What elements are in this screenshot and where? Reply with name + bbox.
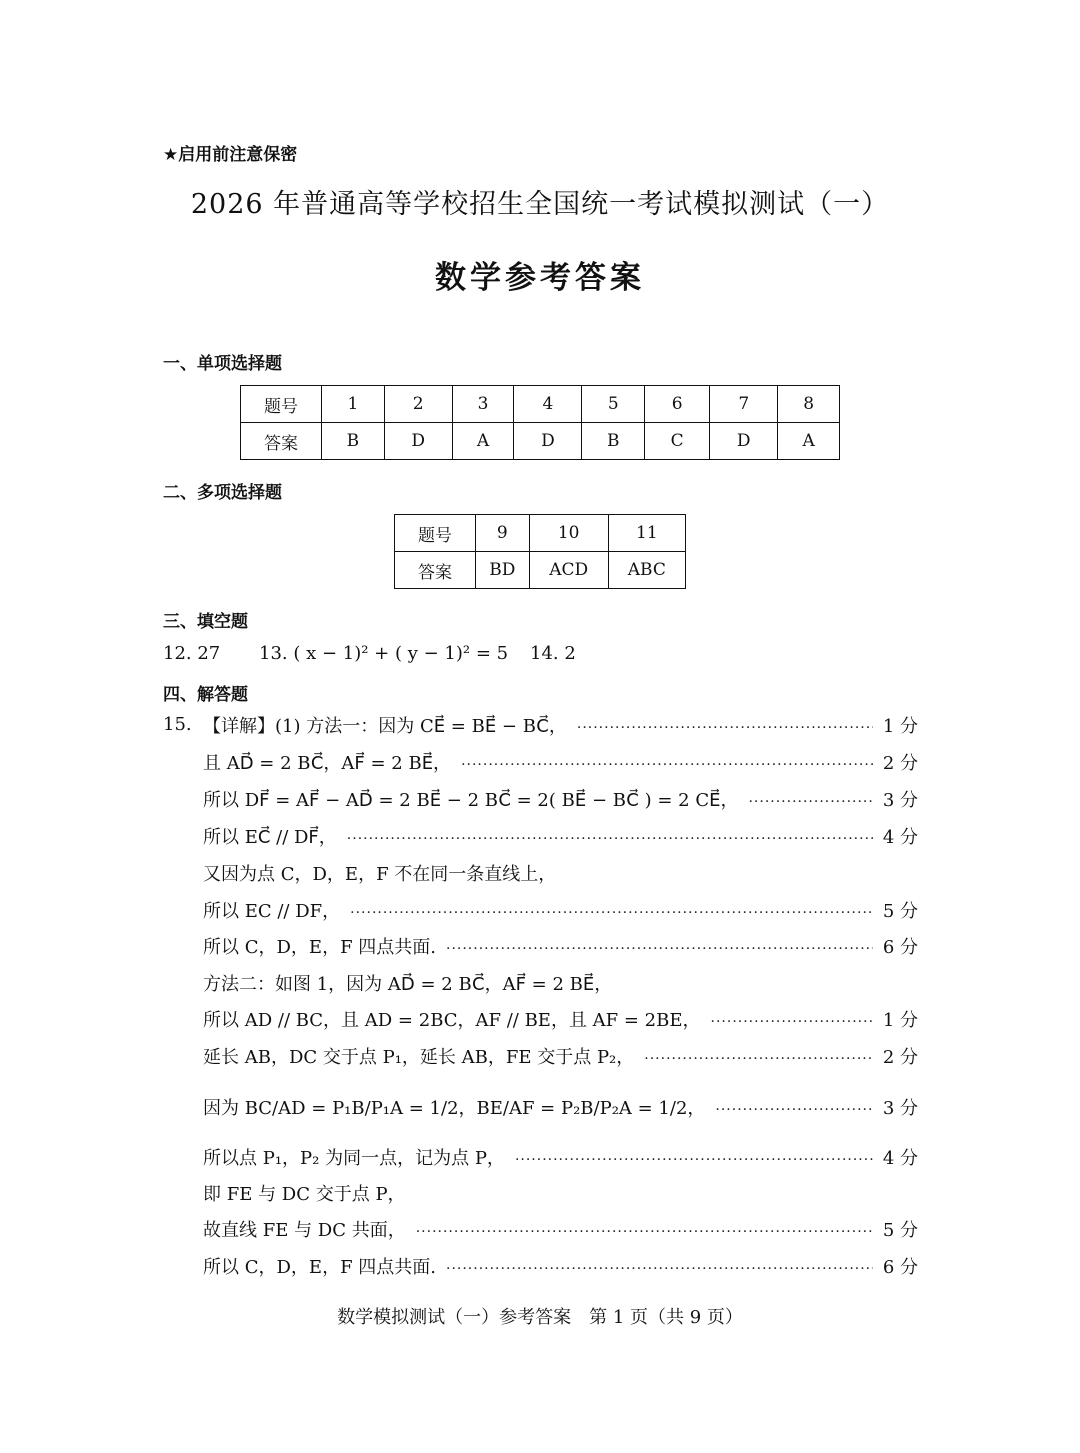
table-row (395, 515, 686, 552)
step-text: 所以 AD // BC，且 AD = 2BC，AF // BE，且 AF = 2BE， (203, 1010, 701, 1031)
table-cell: 5 (582, 386, 645, 423)
step-points: 5 分 (882, 1220, 918, 1241)
dot-leader (347, 831, 873, 847)
step-text: 所以 C，D，E，F 四点共面. (203, 937, 436, 958)
solution-step (203, 1216, 918, 1246)
step-text: 【详解】(1) 方法一：因为 CE⃗ = BE⃗ − BC⃗， (203, 716, 567, 737)
step-points: 2 分 (882, 1047, 918, 1068)
step-text: 延长 AB，DC 交于点 P₁，延长 AB，FE 交于点 P₂， (203, 1047, 635, 1068)
answer-q14: 14. 2 (530, 643, 576, 664)
table-row-label: 答案 (241, 423, 322, 460)
solution-step (203, 786, 918, 816)
step-text: 且 AD⃗ = 2 BC⃗，AF⃗ = 2 BE⃗， (203, 753, 452, 774)
step-text: 又因为点 C，D，E，F 不在同一条直线上， (203, 864, 557, 885)
step-points: 6 分 (882, 937, 918, 958)
dot-leader (715, 1102, 872, 1118)
dot-leader (416, 1224, 873, 1240)
question-number-15: 15. (163, 714, 192, 735)
single-choice-answer-table (240, 385, 840, 460)
solution-step (203, 823, 918, 853)
table-cell: 11 (608, 515, 685, 552)
section-heading-fill-in: 三、填空题 (163, 612, 248, 632)
step-points: 1 分 (882, 716, 918, 737)
step-text: 因为 BC/AD = P₁B/P₁A = 1/2，BE/AF = P₂B/P₂A = 1/2， (203, 1098, 706, 1119)
step-text: 即 FE 与 DC 交于点 P， (203, 1184, 406, 1205)
table-cell: A (452, 423, 514, 460)
table-cell: 1 (322, 386, 385, 423)
solution-step (203, 712, 918, 742)
table-cell: 8 (778, 386, 840, 423)
solution-step (203, 1180, 918, 1210)
table-cell: 4 (514, 386, 582, 423)
table-cell: 3 (452, 386, 514, 423)
table-cell: D (384, 423, 452, 460)
table-row (241, 423, 840, 460)
step-points: 4 分 (882, 827, 918, 848)
table-cell: 10 (529, 515, 608, 552)
exam-title: 2026 年普通高等学校招生全国统一考试模拟测试（一） (190, 189, 890, 220)
step-text: 所以 EC⃗ // DF⃗， (203, 827, 337, 848)
step-points: 4 分 (882, 1148, 918, 1169)
step-points: 5 分 (882, 901, 918, 922)
step-text: 所以 C，D，E，F 四点共面. (203, 1257, 436, 1278)
table-cell: A (778, 423, 840, 460)
solution-step (203, 897, 918, 927)
step-text: 方法二：如图 1，因为 AD⃗ = 2 BC⃗，AF⃗ = 2 BE⃗， (203, 974, 613, 995)
step-text: 所以 EC // DF， (203, 901, 341, 922)
solution-step (203, 749, 918, 779)
table-cell: 9 (476, 515, 530, 552)
solution-step (203, 1006, 918, 1036)
step-text: 所以 DF⃗ = AF⃗ − AD⃗ = 2 BE⃗ − 2 BC⃗ = 2( BE⃗ − BC⃗ ) = 2 CE⃗， (203, 790, 739, 811)
step-points: 6 分 (882, 1257, 918, 1278)
step-points: 2 分 (882, 753, 918, 774)
dot-leader (461, 757, 873, 773)
solution-step (203, 970, 918, 1000)
dot-leader (446, 1261, 873, 1277)
step-points: 1 分 (882, 1010, 918, 1031)
step-text: 故直线 FE 与 DC 共面， (203, 1220, 406, 1241)
table-cell: D (514, 423, 582, 460)
dot-leader (644, 1051, 873, 1067)
table-cell: 2 (384, 386, 452, 423)
table-row-label: 题号 (395, 515, 476, 552)
answer-q13: 13. ( x − 1)² + ( y − 1)² = 5 (259, 643, 509, 664)
table-cell: BD (476, 552, 530, 589)
section-heading-solutions: 四、解答题 (163, 685, 248, 705)
step-points: 3 分 (882, 1098, 918, 1119)
table-row-label: 答案 (395, 552, 476, 589)
step-points: 3 分 (882, 790, 918, 811)
solution-step (203, 1253, 918, 1283)
table-cell: D (710, 423, 778, 460)
dot-leader (350, 905, 873, 921)
solution-step (203, 933, 918, 963)
dot-leader (446, 941, 873, 957)
dot-leader (515, 1152, 873, 1168)
table-cell: ACD (529, 552, 608, 589)
solution-step (203, 1043, 918, 1073)
table-cell: 6 (645, 386, 710, 423)
table-cell: C (645, 423, 710, 460)
answer-q12: 12. 27 (163, 643, 221, 664)
table-cell: ABC (608, 552, 685, 589)
table-row (395, 552, 686, 589)
dot-leader (711, 1014, 873, 1030)
solution-step (203, 860, 918, 890)
section-heading-multiple-choice: 二、多项选择题 (163, 483, 282, 503)
solution-step (203, 1144, 918, 1174)
confidential-notice: ★启用前注意保密 (163, 145, 298, 165)
table-cell: B (582, 423, 645, 460)
table-row (241, 386, 840, 423)
table-row-label: 题号 (241, 386, 322, 423)
table-cell: B (322, 423, 385, 460)
section-heading-single-choice: 一、单项选择题 (163, 354, 282, 374)
page-footer: 数学模拟测试（一）参考答案 第 1 页（共 9 页） (337, 1307, 743, 1328)
solution-step (203, 1094, 918, 1124)
table-cell: 7 (710, 386, 778, 423)
multiple-choice-answer-table (394, 514, 686, 589)
page-subtitle: 数学参考答案 (435, 260, 645, 296)
dot-leader (577, 720, 873, 736)
step-text: 所以点 P₁，P₂ 为同一点，记为点 P， (203, 1148, 505, 1169)
dot-leader (748, 794, 872, 810)
